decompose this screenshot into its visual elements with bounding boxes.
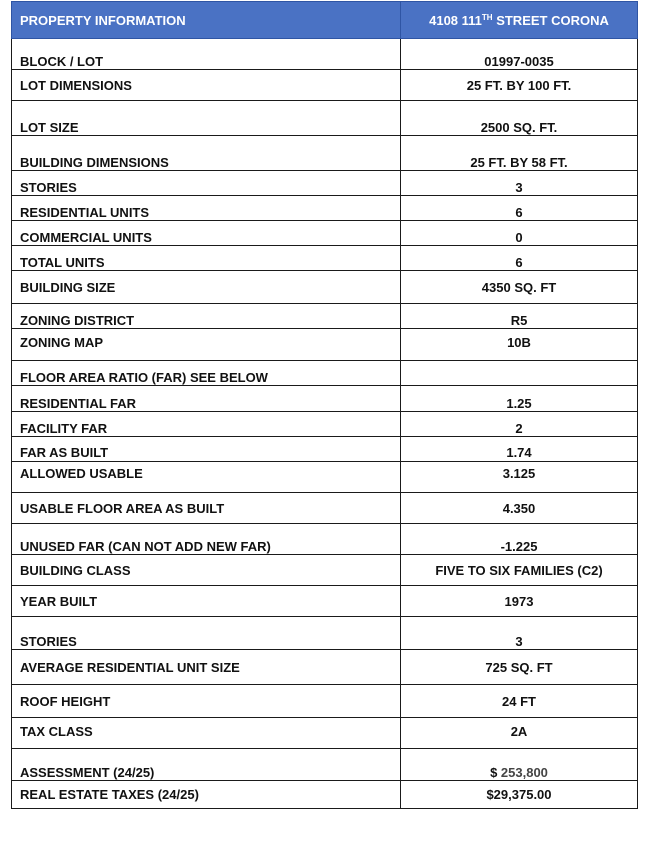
row-value: 6 [401,196,638,221]
row-label: ZONING DISTRICT [12,304,401,329]
row-value: 1973 [401,586,638,617]
row-value: 25 FT. BY 58 FT. [401,136,638,171]
row-value: 1.74 [401,437,638,462]
row-label: RESIDENTIAL FAR [12,386,401,412]
row-value: 0 [401,221,638,246]
row-value: 725 SQ. FT [401,650,638,685]
row-value: 2 [401,412,638,437]
row-label: YEAR BUILT [12,586,401,617]
row-value: 25 FT. BY 100 FT. [401,70,638,101]
table-row [12,650,638,685]
row-label: RESIDENTIAL UNITS [12,196,401,221]
row-value: 24 FT [401,685,638,718]
row-label: ALLOWED USABLE [12,462,401,493]
row-label: COMMERCIAL UNITS [12,221,401,246]
row-value: -1.225 [401,524,638,555]
row-label: FAR AS BUILT [12,437,401,462]
property-info-table [11,1,638,809]
table-row [12,781,638,809]
table-row [12,221,638,246]
table-row [12,524,638,555]
table-row [12,39,638,70]
table-row [12,246,638,271]
row-label: UNUSED FAR (CAN NOT ADD NEW FAR) [12,524,401,555]
row-label: FACILITY FAR [12,412,401,437]
address-suffix: TH [481,12,493,22]
row-value: 4.350 [401,493,638,524]
table-row [12,171,638,196]
table-row [12,361,638,386]
currency-symbol: $ [490,765,501,780]
table-row [12,462,638,493]
row-label: LOT DIMENSIONS [12,70,401,101]
table-row [12,329,638,361]
row-value: 3.125 [401,462,638,493]
table-row [12,555,638,586]
table-row [12,70,638,101]
row-value: $29,375.00 [401,781,638,809]
table-row [12,617,638,650]
row-label: BUILDING CLASS [12,555,401,586]
header-label: PROPERTY INFORMATION [12,2,401,39]
table-row [12,271,638,304]
address-street: STREET CORONA [492,12,609,28]
row-label: TOTAL UNITS [12,246,401,271]
row-label: BUILDING DIMENSIONS [12,136,401,171]
row-label: AVERAGE RESIDENTIAL UNIT SIZE [12,650,401,685]
table-row [12,196,638,221]
row-value [401,749,638,781]
row-value [401,361,638,386]
row-label: ZONING MAP [12,329,401,361]
row-value: 4350 SQ. FT [401,271,638,304]
row-label: BLOCK / LOT [12,39,401,70]
table-row [12,493,638,524]
row-value: 3 [401,171,638,196]
row-value: 2500 SQ. FT. [401,101,638,136]
row-value: FIVE TO SIX FAMILIES (C2) [401,555,638,586]
row-label: BUILDING SIZE [12,271,401,304]
row-value: 1.25 [401,386,638,412]
row-label: LOT SIZE [12,101,401,136]
row-label: TAX CLASS [12,718,401,749]
row-label: STORIES [12,171,401,196]
row-label: REAL ESTATE TAXES (24/25) [12,781,401,809]
table-row [12,685,638,718]
row-label: STORIES [12,617,401,650]
row-value: R5 [401,304,638,329]
table-row [12,101,638,136]
table-row [12,437,638,462]
row-label: ASSESSMENT (24/25) [12,749,401,781]
row-value: 6 [401,246,638,271]
table-row [12,749,638,781]
table-row [12,386,638,412]
table-row [12,136,638,171]
table-header-row [12,2,638,39]
table-row [12,412,638,437]
row-label: USABLE FLOOR AREA AS BUILT [12,493,401,524]
address-number: 4108 111 [429,12,482,28]
row-value: 10B [401,329,638,361]
row-value: 2A [401,718,638,749]
assessment-amount: 253,800 [500,765,548,780]
row-value: 01997-0035 [401,39,638,70]
table-row [12,586,638,617]
table-row [12,304,638,329]
row-label: FLOOR AREA RATIO (FAR) SEE BELOW [12,361,401,386]
row-label: ROOF HEIGHT [12,685,401,718]
table-row [12,718,638,749]
row-value: 3 [401,617,638,650]
header-address [401,2,638,39]
